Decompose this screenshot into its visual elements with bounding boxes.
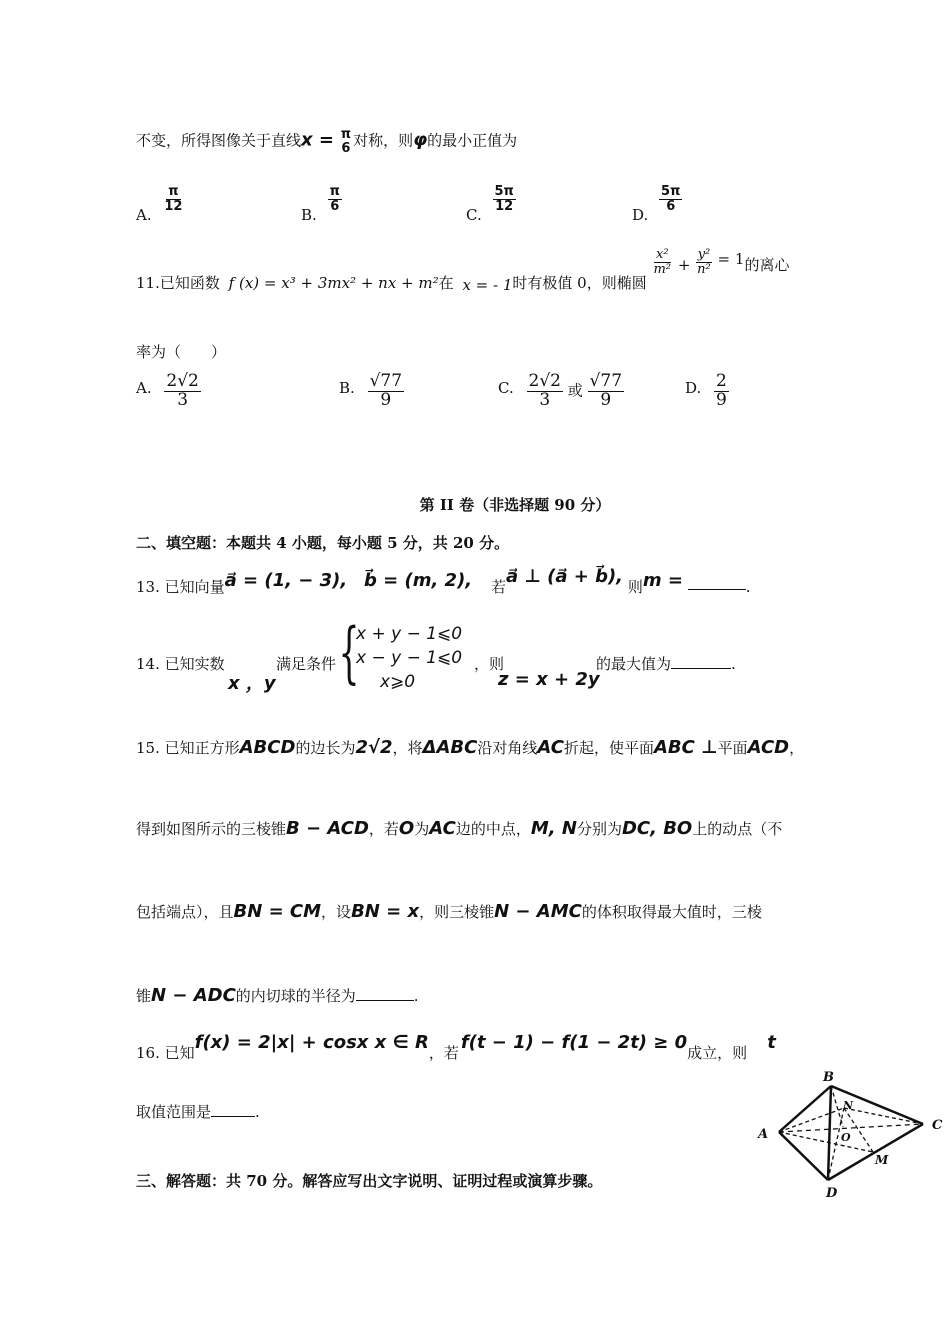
q16-line1: 16. 已知f(x) = 2|x| + cosx x ∈ R，若 f(t − 1) − f(1 − 2t) ≥ 0成立，则 t (136, 1032, 776, 1062)
label-n: N (843, 1099, 854, 1112)
q15-line2: 得到如图所示的三棱锥B − ACD，若O为AC边的中点，M, N分别为DC, BO上的动点（不 (136, 818, 783, 839)
q10-option-a: A. $\frac{\pi}{12}$ (136, 184, 183, 225)
q10-stem (136, 128, 517, 168)
q11-option-d: D. $\frac{2}{9}$ (685, 371, 727, 410)
label-d: D (826, 1186, 838, 1201)
q16-inequality: f(t − 1) − f(1 − 2t) ≥ 0 (460, 1032, 688, 1053)
q13: 13. 已知向量a⃗ = (1, − 3), b⃗ = (m, 2), 若a⃗ ⊥ (a⃗ + b⃗), 则m = . (136, 566, 751, 596)
q14-ineq-3: x⩾0 (380, 672, 416, 692)
q11-text5: 率为（ ） (136, 343, 227, 361)
q11-text2: 在 (438, 274, 454, 293)
q11-function: f (x) = x³ + 3mx² + nx + m² (228, 274, 439, 293)
q11-text4: 的离心 (744, 256, 790, 275)
q16-line2: 取值范围是 . (136, 1103, 260, 1121)
q16-answer-blank (211, 1102, 255, 1117)
q15-answer-blank (356, 986, 414, 1001)
q14-ineq-1: x + y − 1⩽0 (356, 624, 463, 644)
tetrahedron-figure (752, 1064, 948, 1204)
label-b: B (823, 1070, 834, 1085)
label-m: M (875, 1153, 889, 1167)
q11-condition: x = - 1 (462, 276, 513, 295)
q10-option-b: B. $\frac{\pi}{6}$ (301, 184, 340, 225)
segment-bo (831, 1086, 843, 1127)
q11-number: 11. (136, 274, 160, 293)
q10-text3: 的最小正值为 (427, 131, 518, 150)
q15-line3: 包括端点），且BN = CM，设BN = x，则三棱锥N − AMC的体积取得最大值时，三棱 (136, 901, 762, 922)
q11-plus: + (677, 256, 691, 275)
q11-options (136, 373, 836, 433)
q11-option-c: C. $\frac{2√2}{3}$ 或 $\frac{√77}{9}$ (498, 371, 623, 410)
q13-answer-blank (688, 575, 746, 590)
q14-prefix: 14. 已知实数 (136, 655, 225, 673)
q11-stem (136, 248, 789, 308)
q14-then: ，则 (474, 655, 505, 673)
q13-condition: a⃗ ⊥ (a⃗ + b⃗), (505, 566, 624, 587)
q14-end: 的最大值为 . (596, 655, 736, 673)
q10-x-eq: x = (301, 129, 334, 151)
edge-ab (779, 1086, 831, 1132)
q11-option-a: A. $\frac{2√2}{3}$ (136, 371, 199, 410)
q16-function: f(x) = 2|x| + cosx x ∈ R (194, 1032, 429, 1053)
label-o: O (841, 1131, 851, 1144)
q10-text2: 对称，则 (353, 131, 414, 150)
q14-system: { x + y − 1⩽0 x − y − 1⩽0 x⩾0 (338, 614, 463, 692)
q11-text3: 时有极值 0，则椭圆 (512, 274, 647, 293)
q10-options (136, 185, 836, 225)
q11-frac-y: $\frac{\text{y²}}{\text{n²}}$ (697, 247, 711, 277)
q10-text: 不变，所得图像关于直线 (136, 131, 302, 150)
q13-m: m = (642, 570, 683, 591)
label-c: C (932, 1118, 943, 1133)
q14-ineq-2: x − y − 1⩽0 (356, 648, 463, 668)
edge-ac (779, 1124, 923, 1132)
q15-line4: 锥N − ADC的内切球的半径为 . (136, 985, 419, 1006)
q13-vector-a: a⃗ = (1, − 3), (224, 570, 348, 591)
q10-option-d: D. $\frac{5\pi}{6}$ (632, 184, 681, 225)
segment-nc (844, 1108, 923, 1124)
q14-objective: z = x + 2y (498, 669, 600, 690)
segment-nm (844, 1108, 873, 1152)
q10-frac: π 6 (340, 127, 352, 156)
section3-heading: 三、解答题：共 70 分。解答应写出文字说明、证明过程或演算步骤。 (136, 1172, 603, 1190)
part2-title: 第 II 卷（非选择题 90 分） (419, 496, 611, 514)
q11-option-b: B. $\frac{√77}{9}$ (339, 371, 403, 410)
q11-text: 已知函数 (159, 274, 220, 293)
q13-vector-b: b⃗ = (m, 2), (363, 570, 473, 591)
q11-frac-x: $\frac{\text{x²}}{\text{m²}}$ (653, 247, 672, 277)
label-a: A (758, 1127, 769, 1142)
section2-heading: 二、填空题：本题共 4 小题，每小题 5 分，共 20 分。 (136, 534, 510, 552)
edge-ad (779, 1132, 828, 1180)
segment-am (779, 1132, 873, 1152)
q10-option-c: C. $\frac{5\pi}{12}$ (466, 184, 514, 225)
q15-line1: 15. 已知正方形ABCD的边长为2√2，将ΔABC沿对角线AC折起，使平面ABC ⊥平面ACD， (136, 737, 805, 758)
q14-xy: x ，y (228, 673, 276, 694)
q11-eq: = 1 (717, 250, 745, 269)
q10-phi: φ (413, 129, 428, 151)
q14-cond-text: 满足条件 (276, 655, 337, 673)
